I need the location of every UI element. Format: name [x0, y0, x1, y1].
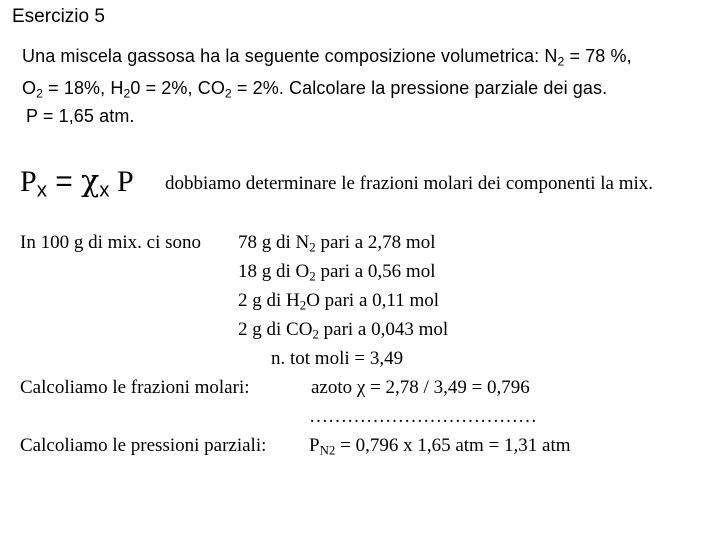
- partial-pressure-label: Calcoliamo le pressioni parziali:: [20, 435, 267, 456]
- formula-note: dobbiamo determinare le frazioni molari dei componenti la mix.: [165, 173, 654, 194]
- problem-line-1: Una miscela gassosa ha la seguente composizione volumetrica: $N_2 = 78$ %,: [22, 46, 632, 69]
- exercise-title: Esercizio 5: [12, 6, 105, 27]
- problem-line-3: P = 1,65 atm.: [26, 106, 135, 126]
- partial-pressure-value: $P_{N2} = 0,796$ x 1,65 atm = 1,31 atm: [309, 435, 571, 458]
- problem-line-2: $O_2 = 18\%$, $H_20 = 2\%$, $CO_2 = 2\%$. Calcolare la pressione parziale dei gas.: [22, 78, 608, 101]
- composition-line: 2 g di $CO_2$ pari a 0,043 mol: [238, 319, 449, 342]
- molar-fraction-label: Calcoliamo le frazioni molari:: [20, 377, 250, 398]
- composition-line: 78 g di $N_2$ pari a 2,78 mol: [238, 232, 436, 255]
- composition-line: 18 g di $O_2$ pari a 0,56 mol: [238, 261, 436, 284]
- partial-pressure-formula: $P_x = \chi_x$ P: [20, 164, 134, 202]
- total-moles: n. tot moli = 3,49: [271, 348, 404, 369]
- composition-line: 2 g di $H_2O$ pari a 0,11 mol: [238, 290, 439, 313]
- solution-intro: In 100 g di mix. ci sono: [20, 232, 202, 253]
- molar-fraction-value: azoto χ = 2,78 / 3,49 = 0,796: [311, 377, 530, 398]
- ellipsis-line: ………………………………: [309, 406, 537, 427]
